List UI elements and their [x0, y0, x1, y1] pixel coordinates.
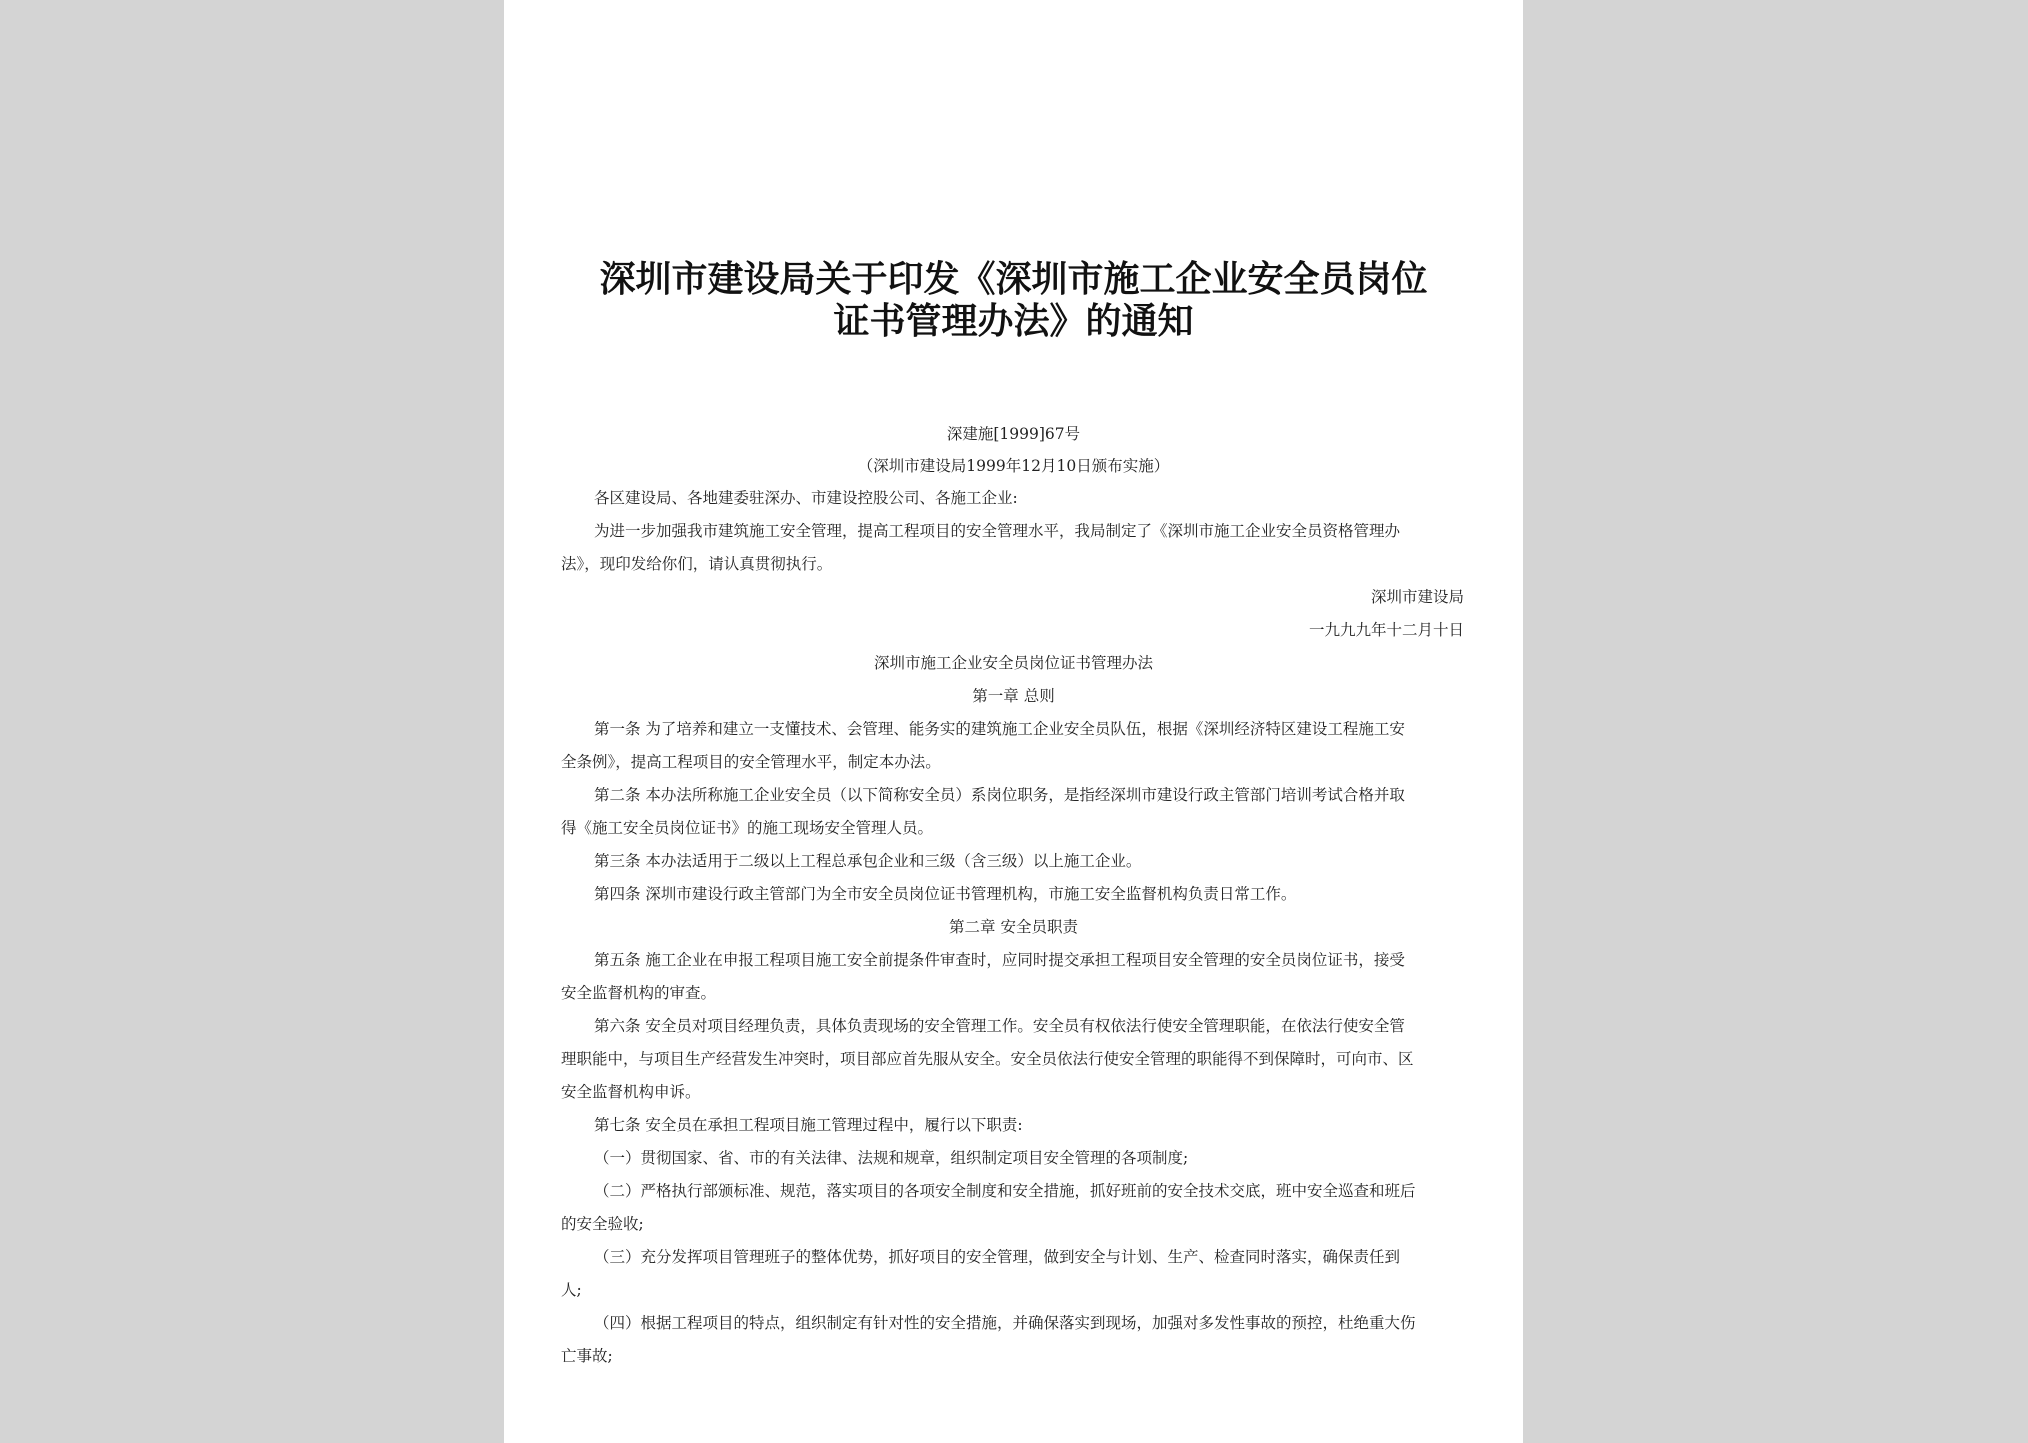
item-4-line-2: 亡事故; — [561, 1347, 613, 1365]
article-1-line-1: 第一条 为了培养和建立一支懂技术、会管理、能务实的建筑施工企业安全员队伍，根据《深圳经济特区建设工程施工安 — [594, 720, 1405, 738]
article-2-line-2: 得《施工安全员岗位证书》的施工现场安全管理人员。 — [561, 819, 934, 837]
intro-line-1: 为进一步加强我市建筑施工安全管理，提高工程项目的安全管理水平，我局制定了《深圳市施工企业安全员资格管理办 — [594, 522, 1401, 540]
article-6-line-1: 第六条 安全员对项目经理负责，具体负责现场的安全管理工作。安全员有权依法行使安全管理职能，在依法行使安全管 — [594, 1017, 1405, 1035]
item-3-line-2: 人; — [561, 1281, 582, 1299]
item-2-line-2: 的安全验收; — [561, 1215, 644, 1233]
article-6-line-3: 安全监督机构申诉。 — [561, 1083, 701, 1101]
article-3: 第三条 本办法适用于二级以上工程总承包企业和三级（含三级）以上施工企业。 — [594, 852, 1142, 870]
chapter-2-heading: 第二章 安全员职责 — [949, 918, 1078, 936]
title-line-2: 证书管理办法》的通知 — [833, 300, 1194, 342]
article-7: 第七条 安全员在承担工程项目施工管理过程中，履行以下职责: — [594, 1116, 1023, 1134]
article-5-line-1: 第五条 施工企业在申报工程项目施工安全前提条件审查时，应同时提交承担工程项目安全管理的安全员岗位证书，接受 — [594, 951, 1405, 969]
document-page — [504, 0, 1523, 1443]
article-4: 第四条 深圳市建设行政主管部门为全市安全员岗位证书管理机构，市施工安全监督机构负责日常工作。 — [594, 885, 1297, 903]
doc-number: 深建施[1999]67号 — [946, 425, 1081, 443]
article-2-line-1: 第二条 本办法所称施工企业安全员（以下简称安全员）系岗位职务，是指经深圳市建设行政主管部门培训考试合格并取 — [594, 786, 1405, 804]
title-line-1: 深圳市建设局关于印发《深圳市施工企业安全员岗位 — [599, 258, 1428, 300]
item-2-line-1: （二）严格执行部颁标准、规范，落实项目的各项安全制度和安全措施，抓好班前的安全技术交底，班中安全巡查和班后 — [594, 1182, 1416, 1200]
measures-title: 深圳市施工企业安全员岗位证书管理办法 — [873, 654, 1153, 672]
issue-note: （深圳市建设局1999年12月10日颁布实施） — [857, 457, 1170, 475]
document-title — [504, 258, 1523, 342]
recipients: 各区建设局、各地建委驻深办、市建设控股公司、各施工企业: — [594, 489, 1018, 507]
intro-line-2: 法》，现印发给你们，请认真贯彻执行。 — [561, 555, 833, 573]
article-5-line-2: 安全监督机构的审查。 — [561, 984, 717, 1002]
item-3-line-1: （三）充分发挥项目管理班子的整体优势，抓好项目的安全管理，做到安全与计划、生产、检查同时落实，确保责任到 — [594, 1248, 1401, 1266]
chapter-1-heading: 第一章 总则 — [972, 687, 1055, 705]
article-1-line-2: 全条例》，提高工程项目的安全管理水平，制定本办法。 — [561, 753, 941, 771]
item-1: （一）贯彻国家、省、市的有关法律、法规和规章，组织制定项目安全管理的各项制度; — [594, 1149, 1189, 1167]
item-4-line-1: （四）根据工程项目的特点，组织制定有针对性的安全措施，并确保落实到现场，加强对多发性事故的预控，杜绝重大伤 — [594, 1314, 1416, 1332]
article-6-line-2: 理职能中，与项目生产经营发生冲突时，项目部应首先服从安全。安全员依法行使安全管理的职能得不到保障时，可向市、区 — [561, 1050, 1414, 1068]
issuer: 深圳市建设局 — [1370, 588, 1464, 606]
issue-date: 一九九九年十二月十日 — [1308, 621, 1464, 639]
